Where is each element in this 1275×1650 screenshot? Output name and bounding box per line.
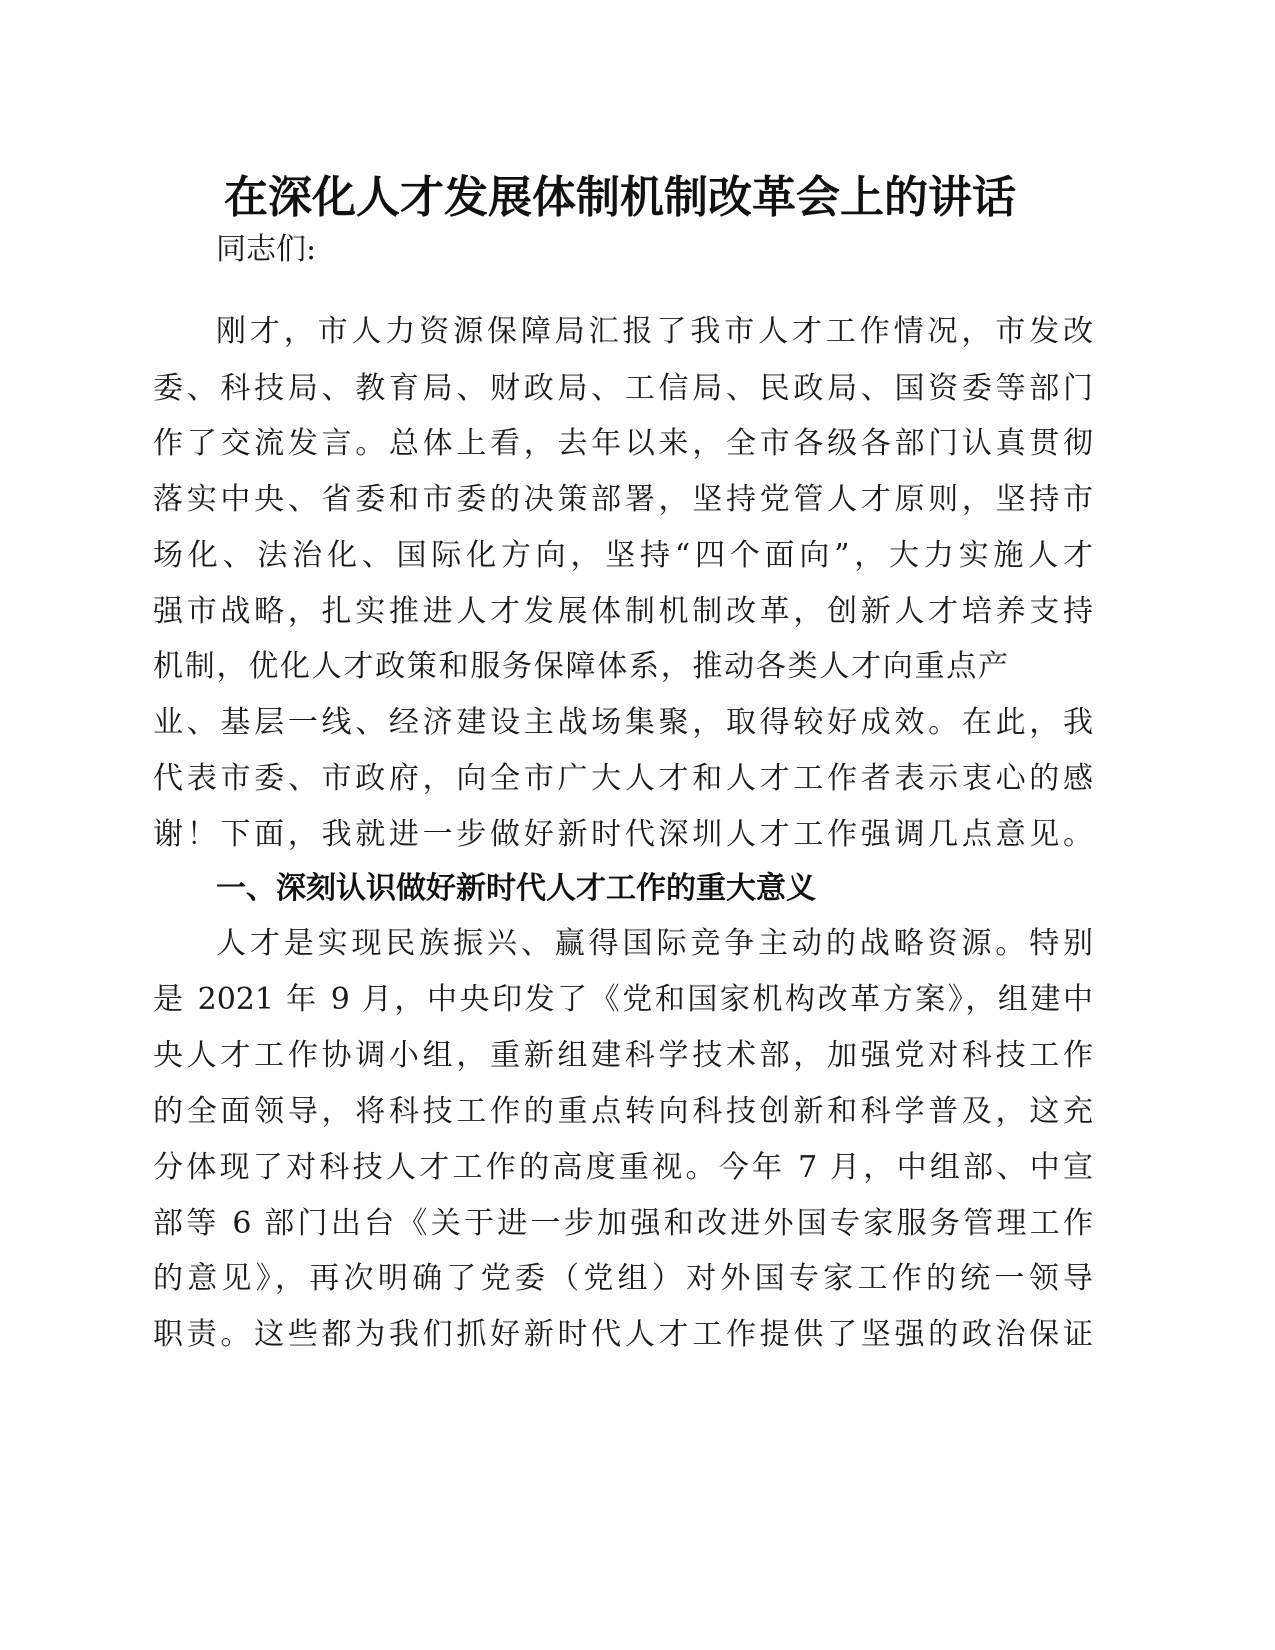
paragraph-line: 业、基层一线、经济建设主战场集聚，取得较好成效。在此，我 [153,705,1093,740]
paragraph-line: 委、科技局、教育局、财政局、工信局、民政局、国资委等部门 [153,371,1093,406]
paragraph-line: 央人才工作协调小组，重新组建科学技术部，加强党对科技工作 [153,1038,1093,1073]
paragraph-line: 的全面领导，将科技工作的重点转向科技创新和科学普及，这充 [153,1094,1093,1129]
paragraph-line: 是 2021 年 9 月，中央印发了《党和国家机构改革方案》，组建中 [153,982,1093,1017]
greeting: 同志们: [216,232,317,267]
paragraph-line: 作了交流发言。总体上看，去年以来，全市各级各部门认真贯彻 [153,426,1093,461]
paragraph-line: 的意见》，再次明确了党委（党组）对外国专家工作的统一领导 [153,1261,1093,1296]
paragraph-line: 强市战略，扎实推进人才发展体制机制改革，创新人才培养支持 [153,594,1093,629]
paragraph-line: 职责。这些都为我们抓好新时代人才工作提供了坚强的政治保证 [153,1317,1093,1352]
paragraph-line: 部等 6 部门出台《关于进一步加强和改进外国专家服务管理工作 [153,1206,1093,1241]
paragraph-line: 刚才，市人力资源保障局汇报了我市人才工作情况，市发改 [216,314,1093,349]
section-heading: 一、深刻认识做好新时代人才工作的重大意义 [216,871,816,906]
paragraph-line: 谢！下面，我就进一步做好新时代深圳人才工作强调几点意见。 [153,817,1093,852]
paragraph-line: 人才是实现民族振兴、赢得国际竞争主动的战略资源。特别 [216,926,1093,961]
paragraph-line: 场化、法治化、国际化方向，坚持“四个面向”，大力实施人才 [153,538,1093,573]
document-title: 在深化人才发展体制机制改革会上的讲话 [224,172,1016,223]
paragraph-line: 代表市委、市政府，向全市广大人才和人才工作者表示衷心的感 [153,761,1093,796]
paragraph-line: 机制，优化人才政策和服务保障体系，推动各类人才向重点产 [153,649,1008,684]
paragraph-line: 分体现了对科技人才工作的高度重视。今年 7 月，中组部、中宣 [153,1150,1093,1185]
paragraph-line: 落实中央、省委和市委的决策部署，坚持党管人才原则，坚持市 [153,482,1093,517]
